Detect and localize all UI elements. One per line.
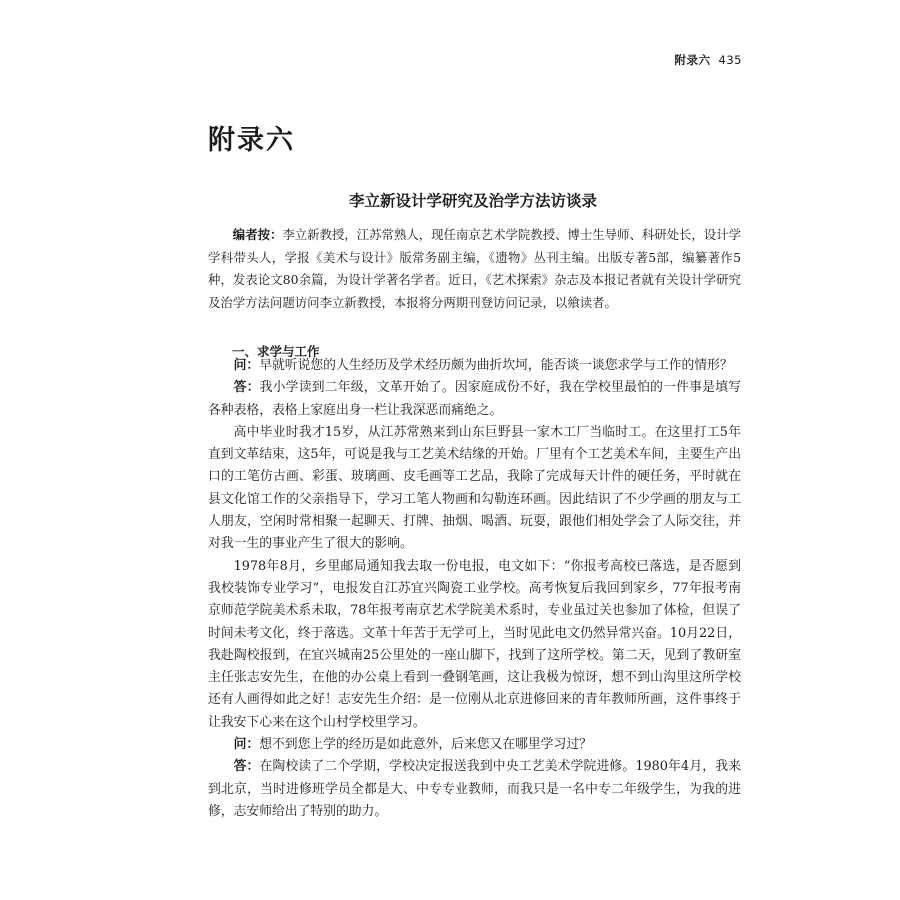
editor-note — [208, 224, 741, 314]
paragraph-text: 1978年8月，乡里邮局通知我去取一份电报，电文如下：“你报考高校已落选，是否愿到我校装饰专业学习”，电报发自江苏宜兴陶瓷工业学校。高考恢复后我回到家乡，77年报考南京师范学院美术系未取，78年报考南京艺术学院美术系时，专业虽过关也参加了体检，但误了时间未考文化，终于落选。文革十年苦于无学可上，当时见此电文仍然异常兴奋。10月22日，我赴陶校报到，在宜兴城南25公里处的一座山脚下，找到了这所学校。第二天，见到了教研室主任张志安先生，在他的办公桌上看到一叠钢笔画，这让我极为惊讶，想不到山沟里这所学校还有人画得如此之好！志安先生介绍：是一位刚从北京进修回来的青年教师所画，这件事终于让我安下心来在这个山村学校里学习。 — [208, 558, 741, 730]
article-title: 李立新设计学研究及治学方法访谈录 — [348, 192, 597, 210]
interview-content — [208, 355, 741, 823]
paragraph-text: 在陶校读了二个学期，学校决定报送我到中央工艺美术学院进修。1980年4月，我来到北京，当时进修班学员全都是大、中专专业教师，而我只是一名中专二年级学生，为我的进修，志安师给出了特别的助力。 — [208, 759, 741, 819]
paragraph-text: 我小学读到二年级，文革开始了。因家庭成份不好，我在学校里最怕的一件事是填写各种表格，表格上家庭出身一栏让我深恶而痛绝之。 — [208, 380, 742, 418]
paragraph-text: 想不到您上学的经历是如此意外，后来您又在哪里学习过？ — [259, 737, 592, 753]
paragraph-text: 高中毕业时我才15岁，从江苏常熟来到山东巨野县一家木工厂当临时工。在这里打工5年直到文革结束，这5年，可说是我与工艺美术结缘的开始。厂里有个工艺美术车间，主要生产出口的工笔仿古画、彩蛋、玻璃画、皮毛画等工艺品，我除了完成每天计件的硬任务，平时就在县文化馆工作的父亲指导下，学习工笔人物画和勾勒连环画。因此结识了不少学画的朋友与工人朋友，空闲时常相聚一起聊天、打牌、抽烟、喝酒、玩耍，跟他们相处学会了人际交往，并对我一生的事业产生了很大的影响。 — [208, 424, 741, 552]
appendix-title: 附录六 — [208, 125, 295, 156]
page-number: 435 — [718, 53, 742, 67]
running-header — [675, 52, 742, 68]
paragraph — [208, 734, 741, 756]
editor-note-label: 编者按： — [232, 227, 283, 242]
speaker-label: 问： — [233, 737, 260, 753]
paragraph — [208, 355, 741, 377]
section-heading: 一、求学与工作 — [232, 344, 320, 359]
paragraph — [208, 756, 741, 823]
speaker-label: 答： — [233, 759, 260, 775]
paragraph-text: 早就听说您的人生经历及学术经历颇为曲折坎坷，能否谈一谈您求学与工作的情形？ — [259, 358, 733, 373]
paragraph — [208, 556, 741, 734]
paragraph — [208, 422, 741, 556]
paragraph — [208, 377, 741, 422]
editor-note-text: 李立新教授，江苏常熟人，现任南京艺术学院教授、博士生导师、科研处长，设计学学科带头人，学报《美术与设计》版常务副主编，《遗物》丛刊主编。出版专著5部，编纂著作5种，发表论文80余篇，为设计学著名学者。近日，《艺术探索》杂志及本报记者就有关设计学研究及治学方法问题访问李立新教授，本报将分两期刊登访问记录，以飨读者。 — [208, 227, 742, 310]
header-section-label: 附录六 — [674, 53, 711, 67]
speaker-label: 答： — [233, 380, 260, 396]
speaker-label: 问： — [233, 358, 260, 373]
